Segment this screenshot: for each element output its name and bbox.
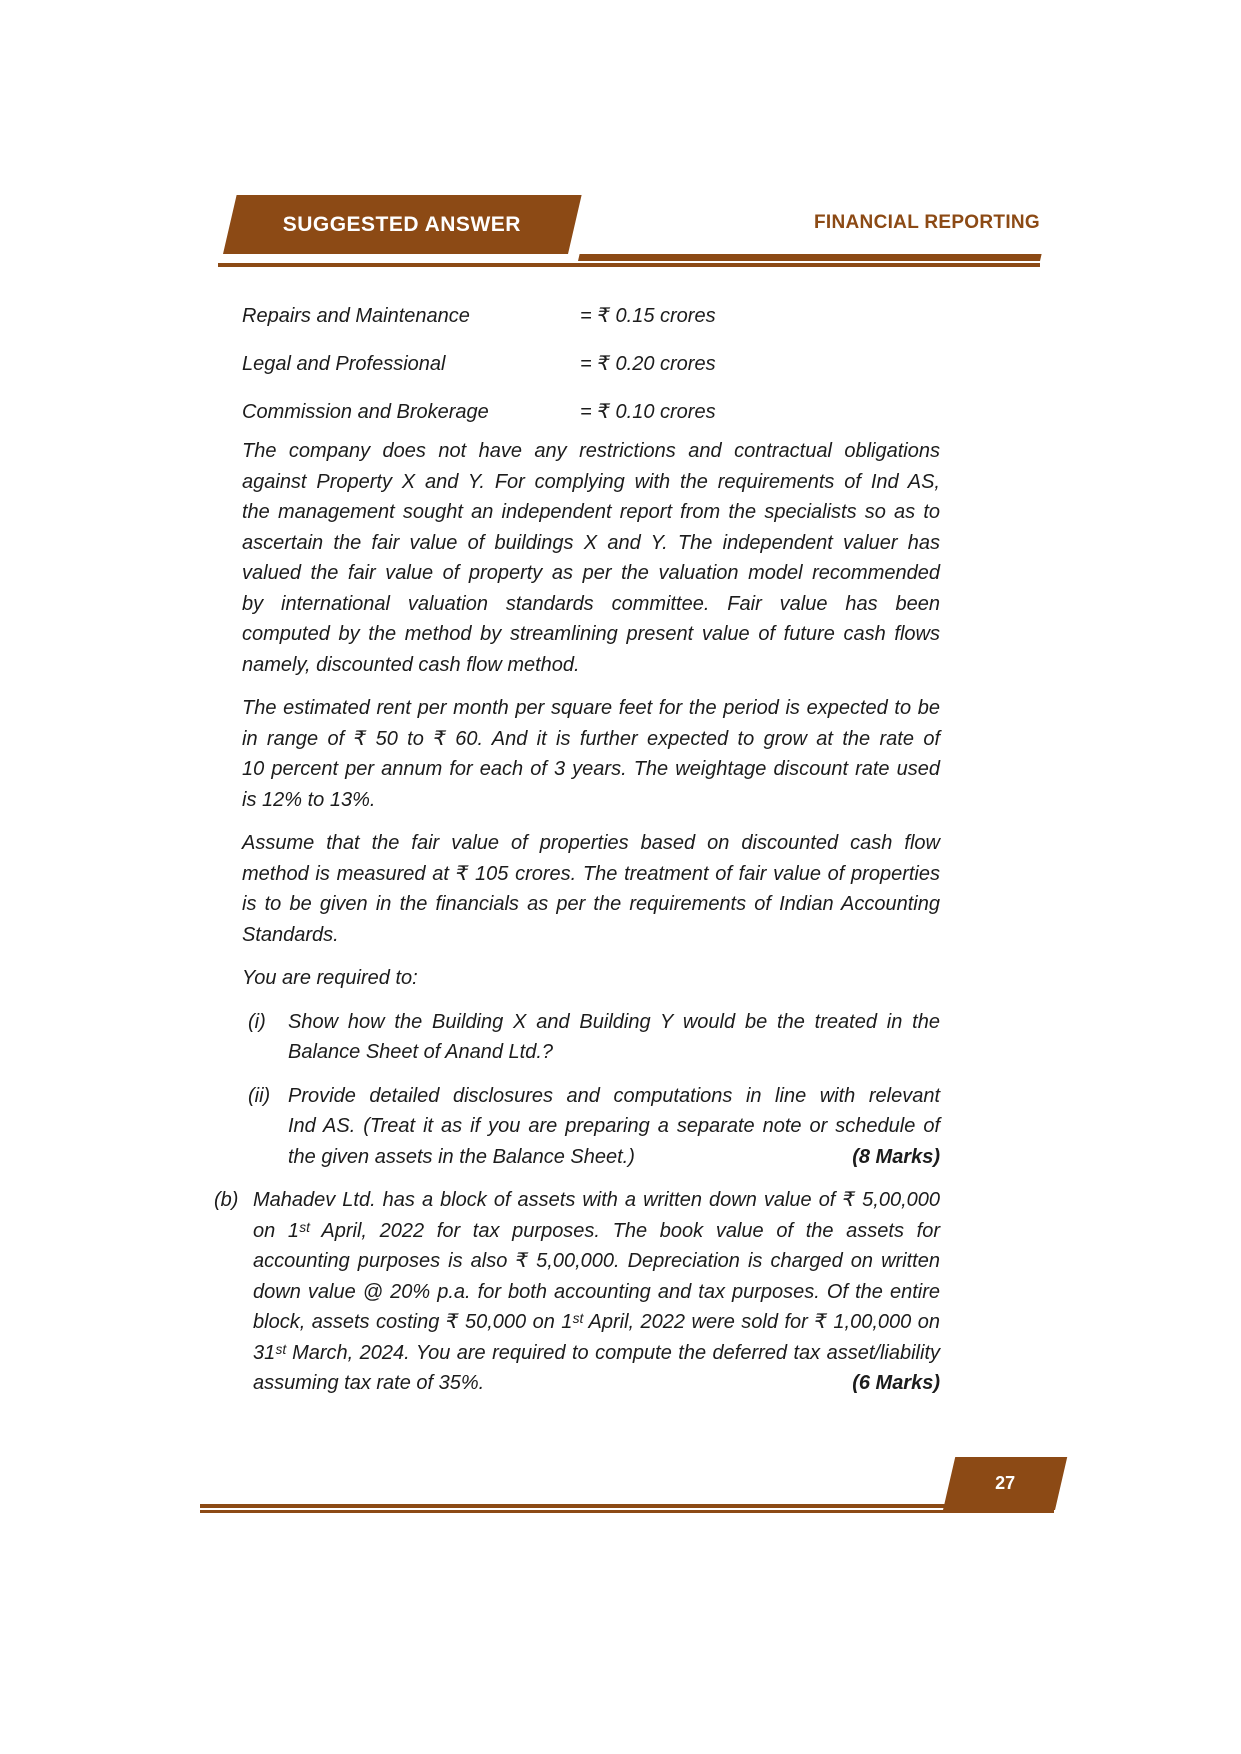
marks-badge: (6 Marks)	[852, 1372, 940, 1394]
requirement-intro: You are required to:	[242, 967, 418, 989]
item-marker: (i)	[248, 1010, 266, 1033]
paragraph-line: on 1ˢᵗ April, 2022 for tax purposes. The book value of the assets for	[253, 1219, 940, 1242]
item-line-with-marks	[288, 1142, 940, 1173]
page-number-box	[943, 1457, 1067, 1510]
expense-rows	[242, 292, 940, 436]
paragraph-line: down value @ 20% p.a. for both accounting and tax purposes. Of the entire	[253, 1280, 940, 1303]
item-text	[288, 1081, 940, 1173]
item-line: Ind AS. (Treat it as if you are preparing a separate note or schedule of	[288, 1115, 940, 1137]
banner-title: SUGGESTED ANSWER	[283, 212, 522, 236]
paragraph-line: assuming tax rate of 35%.	[253, 1372, 485, 1394]
subject-title: FINANCIAL REPORTING	[814, 212, 1040, 233]
paragraph-line: is 12% to 13%.	[242, 788, 376, 811]
item-line: Balance Sheet of Anand Ltd.?	[288, 1041, 554, 1063]
question-part-b	[214, 1185, 940, 1399]
paragraph-line: by international valuation standards committee. Fair value has been	[242, 592, 940, 615]
page-content	[214, 292, 940, 1399]
expense-label: Repairs and Maintenance	[242, 305, 470, 327]
paragraph-line: accounting purposes is also ₹ 5,00,000. Depreciation is charged on written	[253, 1250, 940, 1272]
paragraph-line: the management sought an independent report from the specialists so as to	[242, 501, 940, 523]
item-marker: (b)	[214, 1189, 239, 1211]
paragraph-line: block, assets costing ₹ 50,000 on 1ˢᵗ April, 2022 were sold for ₹ 1,00,000 on	[253, 1311, 940, 1333]
paragraph-line: 10 percent per annum for each of 3 years. The weightage discount rate used	[242, 758, 940, 780]
requirement-item-ii	[242, 1081, 940, 1173]
paragraph-line: is to be given in the financials as per the requirements of Indian Accounting	[242, 893, 940, 915]
paragraph-fair-value-assumption	[242, 828, 940, 950]
expense-value: = ₹ 0.20 crores	[580, 353, 716, 375]
paragraph-line: 31ˢᵗ March, 2024. You are required to compute the deferred tax asset/liability	[253, 1341, 940, 1364]
paragraph-line: ascertain the fair value of buildings X and Y. The independent valuer has	[242, 531, 940, 554]
item-line: the given assets in the Balance Sheet.)	[288, 1145, 635, 1168]
expense-row	[242, 292, 940, 340]
footer-rule	[200, 1504, 1054, 1513]
paragraph-line: namely, discounted cash flow method.	[242, 653, 580, 676]
header-rule-thin	[218, 263, 1040, 267]
marks-badge: (8 Marks)	[852, 1145, 940, 1168]
item-text	[288, 1007, 940, 1068]
expense-label: Commission and Brokerage	[242, 401, 489, 423]
paragraph-line: Standards.	[242, 923, 339, 946]
paragraph-line: against Property X and Y. For complying with the requirements of Ind AS,	[242, 470, 940, 493]
paragraph-line: The estimated rent per month per square feet for the period is expected to be	[242, 697, 940, 719]
header-banner	[223, 195, 582, 254]
paragraph-line: Mahadev Ltd. has a block of assets with a written down value of ₹ 5,00,000	[253, 1189, 940, 1211]
header-rule-thick	[578, 254, 1042, 261]
paragraph-line: valued the fair value of property as per the valuation model recommended	[242, 562, 940, 584]
requirement-item-i	[242, 1007, 940, 1068]
expense-label: Legal and Professional	[242, 353, 446, 375]
paragraph-restrictions	[242, 436, 940, 680]
page-number: 27	[995, 1473, 1016, 1493]
item-line: Provide detailed disclosures and computations in line with relevant	[288, 1084, 940, 1107]
paragraph-line: computed by the method by streamlining present value of future cash flows	[242, 623, 940, 645]
item-line: Show how the Building X and Building Y would be the treated in the	[288, 1010, 940, 1033]
expense-row	[242, 388, 940, 436]
paragraph-line: The company does not have any restrictions and contractual obligations	[242, 440, 940, 462]
paragraph-line: method is measured at ₹ 105 crores. The treatment of fair value of properties	[242, 862, 940, 885]
expense-row	[242, 340, 940, 388]
paragraph-rent-estimate	[242, 693, 940, 815]
item-line-with-marks	[253, 1368, 940, 1399]
paragraph-line: in range of ₹ 50 to ₹ 60. And it is further expected to grow at the rate of	[242, 727, 940, 750]
paragraph-line: Assume that the fair value of properties based on discounted cash flow	[242, 832, 940, 854]
expense-value: = ₹ 0.10 crores	[580, 401, 716, 423]
expense-value: = ₹ 0.15 crores	[580, 305, 716, 327]
item-marker: (ii)	[248, 1084, 271, 1107]
